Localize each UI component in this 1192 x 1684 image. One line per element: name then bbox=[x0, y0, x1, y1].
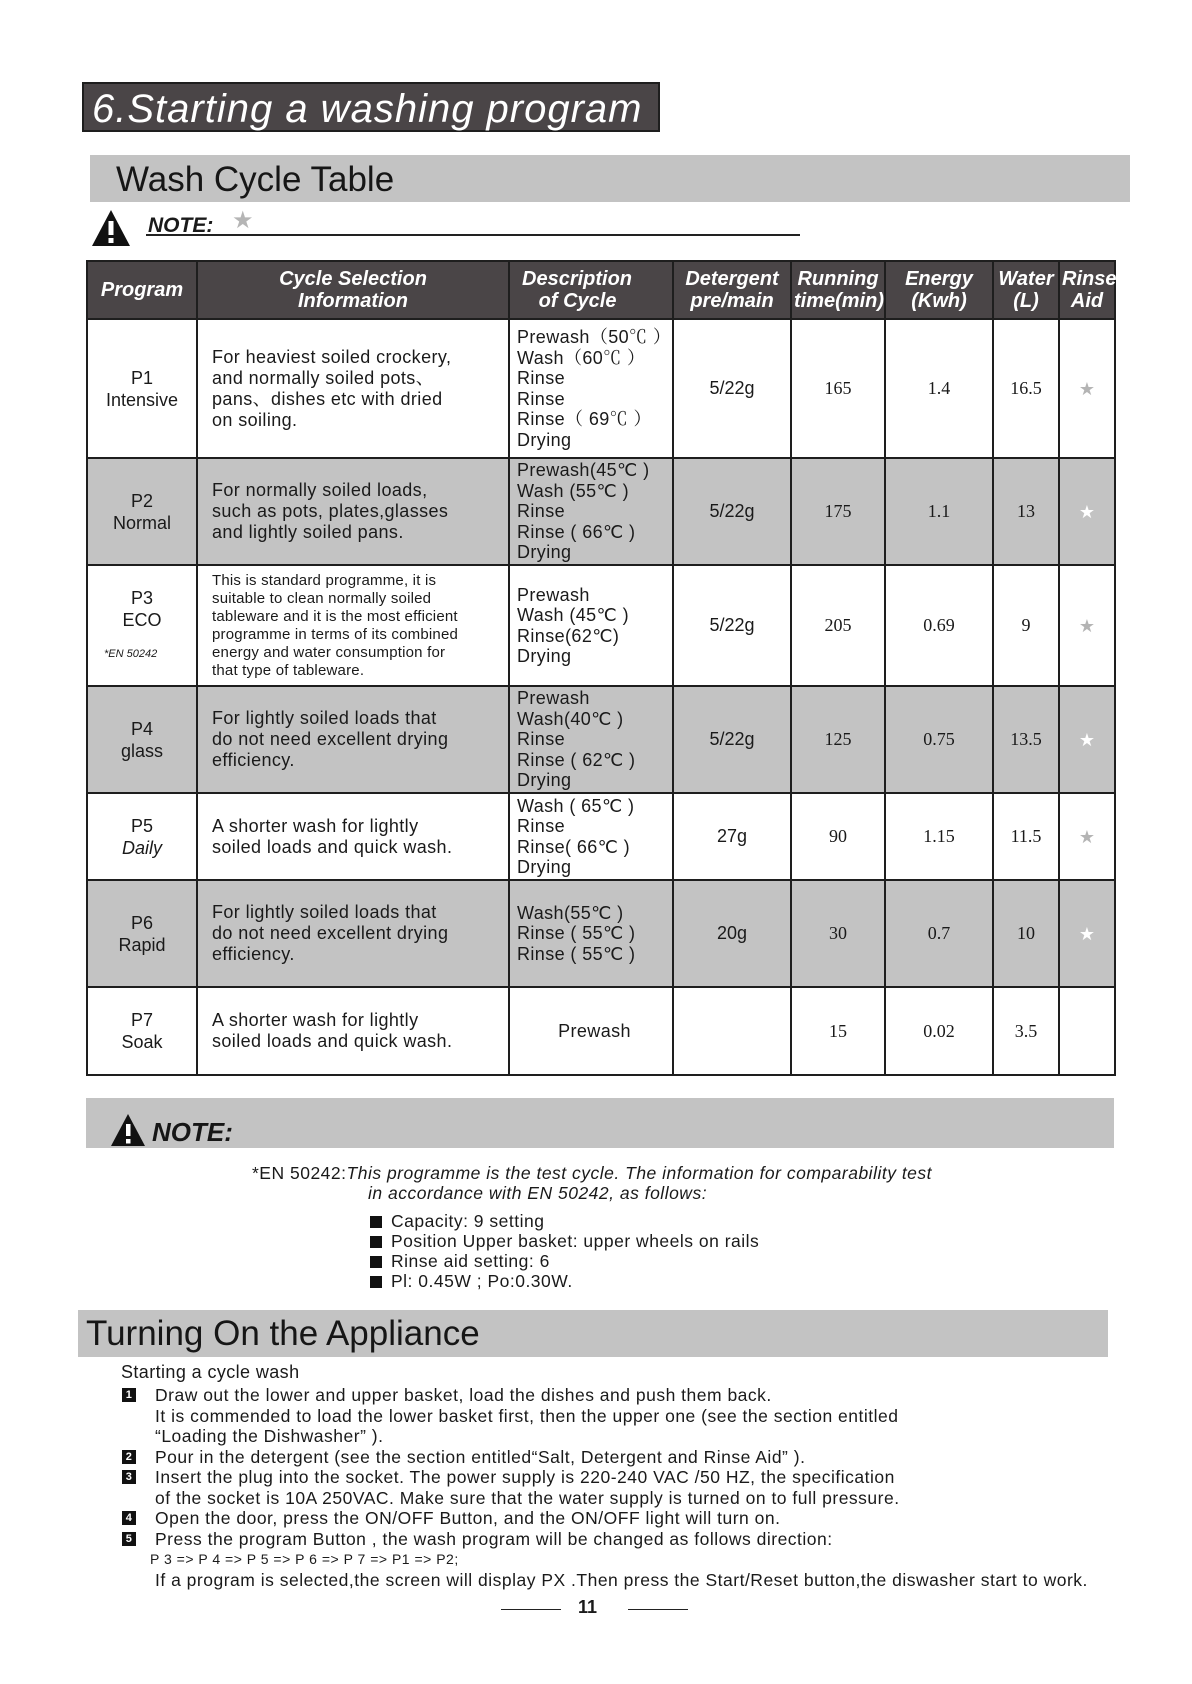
water-cell: 16.5 bbox=[993, 319, 1059, 458]
energy-cell: 0.69 bbox=[885, 565, 993, 686]
detergent-cell: 5/22g bbox=[673, 319, 791, 458]
steps-list bbox=[120, 1385, 1088, 1590]
step-5: 5 Press the program Button , the wash program will be changed as follows direction: bbox=[120, 1529, 1088, 1550]
table-row bbox=[87, 319, 1115, 458]
step-number-icon: 4 bbox=[122, 1511, 136, 1525]
step-1-cont: It is commended to load the lower basket first, then the upper one (see the section entitled bbox=[155, 1405, 899, 1426]
col-energy: Energy (Kwh) bbox=[885, 261, 993, 319]
time-cell: 125 bbox=[791, 686, 885, 793]
water-cell: 3.5 bbox=[993, 987, 1059, 1075]
note2-band bbox=[86, 1098, 1114, 1148]
program-cell: P1 Intensive bbox=[87, 319, 197, 458]
list-item: Pl: 0.45W ; Po:0.30W. bbox=[370, 1271, 759, 1291]
program-cell: P6 Rapid bbox=[87, 880, 197, 987]
description-cell: Prewash(45℃ ) Wash (55℃ ) Rinse Rinse ( 66℃ ) Drying bbox=[509, 458, 673, 565]
col-cycle-info: Cycle Selection Information bbox=[197, 261, 509, 319]
time-cell: 90 bbox=[791, 793, 885, 880]
list-item: Position Upper basket: upper wheels on rails bbox=[370, 1231, 759, 1251]
page-number: 11 bbox=[578, 1597, 598, 1617]
list-item: Rinse aid setting: 6 bbox=[370, 1251, 759, 1271]
step-number-icon: 5 bbox=[122, 1532, 136, 1546]
intro-text: Starting a cycle wash bbox=[121, 1362, 300, 1382]
step-3: 3 Insert the plug into the socket. The power supply is 220-240 VAC /50 HZ, the specification bbox=[120, 1467, 1088, 1488]
table-header-row bbox=[87, 261, 1115, 319]
table-row bbox=[87, 793, 1115, 880]
star-icon: ★ bbox=[1059, 793, 1115, 880]
program-footnote: *EN 50242 bbox=[104, 647, 158, 660]
turning-on-heading: Turning On the Appliance bbox=[86, 1314, 480, 1353]
col-description: Description of Cycle bbox=[509, 261, 673, 319]
star-icon: ★ bbox=[1059, 880, 1115, 987]
cycle-info-cell: A shorter wash for lightly soiled loads and quick wash. bbox=[197, 793, 509, 880]
table-row bbox=[87, 686, 1115, 793]
detergent-cell bbox=[673, 987, 791, 1075]
energy-cell: 1.15 bbox=[885, 793, 993, 880]
en-text-2: in accordance with EN 50242, as follows: bbox=[368, 1183, 708, 1203]
step-2: 2 Pour in the detergent (see the section entitled“Salt, Detergent and Rinse Aid” ). bbox=[120, 1447, 1088, 1468]
step-number-icon: 1 bbox=[122, 1388, 136, 1402]
table-row bbox=[87, 458, 1115, 565]
step-number-icon: 2 bbox=[122, 1450, 136, 1464]
note-label: NOTE: bbox=[148, 214, 214, 237]
energy-cell: 0.02 bbox=[885, 987, 993, 1075]
program-cell: P2 Normal bbox=[87, 458, 197, 565]
cycle-info-cell: For normally soiled loads, such as pots, plates,glasses and lightly soiled pans. bbox=[197, 458, 509, 565]
footer-rule-right bbox=[628, 1609, 688, 1610]
time-cell: 165 bbox=[791, 319, 885, 458]
star-icon: ★ bbox=[1059, 565, 1115, 686]
energy-cell: 0.75 bbox=[885, 686, 993, 793]
energy-cell: 0.7 bbox=[885, 880, 993, 987]
note2-label: NOTE: bbox=[152, 1117, 233, 1147]
time-cell: 175 bbox=[791, 458, 885, 565]
en-prefix: *EN 50242: bbox=[252, 1163, 347, 1183]
time-cell: 205 bbox=[791, 565, 885, 686]
col-running-time: Running time(min) bbox=[791, 261, 885, 319]
rinse-aid-cell bbox=[1059, 987, 1115, 1075]
program-sequence: P 3 => P 4 => P 5 => P 6 => P 7 => P1 => P2; bbox=[150, 1551, 459, 1567]
description-cell: Prewash bbox=[509, 987, 673, 1075]
description-cell: Prewash（50℃ ） Wash（60℃ ） Rinse Rinse Rinse（ 69℃ ） Drying bbox=[509, 319, 673, 458]
cycle-info-cell: This is standard programme, it is suitable to clean normally soiled tableware and it is the most efficient programme in terms of its combined energy and water consumption for that type of tableware. bbox=[197, 565, 509, 686]
section-title-box bbox=[82, 82, 660, 132]
bullet-square-icon bbox=[370, 1276, 382, 1288]
program-cell: P4 glass bbox=[87, 686, 197, 793]
cycle-info-cell: A shorter wash for lightly soiled loads and quick wash. bbox=[197, 987, 509, 1075]
col-detergent: Detergent pre/main bbox=[673, 261, 791, 319]
time-cell: 15 bbox=[791, 987, 885, 1075]
water-cell: 13 bbox=[993, 458, 1059, 565]
list-item: Capacity: 9 setting bbox=[370, 1211, 759, 1231]
program-cell: P7 Soak bbox=[87, 987, 197, 1075]
detergent-cell: 5/22g bbox=[673, 458, 791, 565]
star-icon: ★ bbox=[1059, 686, 1115, 793]
water-cell: 11.5 bbox=[993, 793, 1059, 880]
warning-triangle-icon bbox=[90, 208, 132, 248]
water-cell: 13.5 bbox=[993, 686, 1059, 793]
warning-triangle-icon bbox=[110, 1113, 146, 1147]
star-icon: ★ bbox=[1059, 319, 1115, 458]
description-cell: Wash(55℃ ) Rinse ( 55℃ ) Rinse ( 55℃ ) bbox=[509, 880, 673, 987]
table-row bbox=[87, 565, 1115, 686]
col-water: Water (L) bbox=[993, 261, 1059, 319]
water-cell: 10 bbox=[993, 880, 1059, 987]
bullet-square-icon bbox=[370, 1236, 382, 1248]
en-note-line-1 bbox=[252, 1163, 932, 1184]
description-cell: Prewash Wash (45℃ ) Rinse(62℃) Drying bbox=[509, 565, 673, 686]
wash-cycle-heading: Wash Cycle Table bbox=[116, 160, 395, 199]
step-4: 4 Open the door, press the ON/OFF Button, and the ON/OFF light will turn on. bbox=[120, 1508, 1088, 1529]
table-row bbox=[87, 880, 1115, 987]
col-program: Program bbox=[87, 261, 197, 319]
bullet-square-icon bbox=[370, 1256, 382, 1268]
detergent-cell: 20g bbox=[673, 880, 791, 987]
star-icon: ★ bbox=[232, 207, 254, 234]
wash-cycle-table bbox=[86, 260, 1116, 1076]
en-text-1: This programme is the test cycle. The information for comparability test bbox=[346, 1163, 933, 1183]
description-cell: Prewash Wash(40℃ ) Rinse Rinse ( 62℃ ) Drying bbox=[509, 686, 673, 793]
section-title: 6.Starting a washing program bbox=[92, 87, 643, 131]
bullet-square-icon bbox=[370, 1216, 382, 1228]
note-underline bbox=[146, 234, 800, 236]
program-cell: P3 ECO *EN 50242 bbox=[87, 565, 197, 686]
step-number-icon: 3 bbox=[122, 1470, 136, 1484]
water-cell: 9 bbox=[993, 565, 1059, 686]
energy-cell: 1.1 bbox=[885, 458, 993, 565]
detergent-cell: 27g bbox=[673, 793, 791, 880]
final-instruction: If a program is selected,the screen will display PX .Then press the Start/Reset button,the diswasher start to work. bbox=[155, 1569, 1088, 1590]
star-icon: ★ bbox=[1059, 458, 1115, 565]
step-1-cont: “Loading the Dishwasher” ). bbox=[155, 1426, 384, 1446]
step-3-cont: of the socket is 10A 250VAC. Make sure that the water supply is turned on to full pressure. bbox=[155, 1487, 900, 1508]
cycle-info-cell: For lightly soiled loads that do not need excellent drying efficiency. bbox=[197, 880, 509, 987]
program-cell: P5 Daily bbox=[87, 793, 197, 880]
footer-rule-left bbox=[501, 1609, 561, 1610]
detergent-cell: 5/22g bbox=[673, 565, 791, 686]
cycle-info-cell: For heaviest soiled crockery, and normally soiled pots、 pans、dishes etc with dried on soiling. bbox=[197, 319, 509, 458]
table-row bbox=[87, 987, 1115, 1075]
bullet-list bbox=[370, 1211, 759, 1291]
note-row bbox=[90, 208, 800, 248]
detergent-cell: 5/22g bbox=[673, 686, 791, 793]
col-rinse-aid: Rinse Aid bbox=[1059, 261, 1115, 319]
energy-cell: 1.4 bbox=[885, 319, 993, 458]
cycle-info-cell: For lightly soiled loads that do not need excellent drying efficiency. bbox=[197, 686, 509, 793]
description-cell: Wash ( 65℃ ) Rinse Rinse( 66℃ ) Drying bbox=[509, 793, 673, 880]
time-cell: 30 bbox=[791, 880, 885, 987]
step-1: 1 Draw out the lower and upper basket, load the dishes and push them back. bbox=[120, 1385, 1088, 1406]
